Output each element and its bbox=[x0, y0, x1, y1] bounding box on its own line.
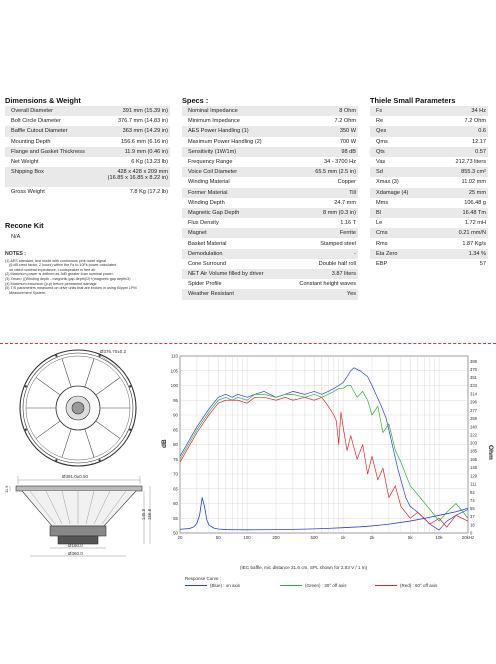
spec-label: Maximum Power Handling (2) bbox=[188, 138, 262, 145]
ts-param-value-text: 12.17 bbox=[472, 138, 486, 145]
ts-param-value bbox=[472, 139, 486, 145]
y-right-tick-label: 111 bbox=[470, 481, 477, 487]
y-right-tick-label: 222 bbox=[470, 432, 477, 438]
spec-row bbox=[182, 157, 358, 167]
spec-row bbox=[182, 228, 358, 238]
ts-param-value-text: 0.57 bbox=[475, 148, 486, 155]
spec-row bbox=[182, 289, 358, 299]
spec-value bbox=[341, 149, 356, 155]
ts-param-value-text: 57 bbox=[479, 260, 486, 267]
spec-value-text: Constant height waves bbox=[299, 281, 356, 288]
x-tick-label: 1k bbox=[340, 535, 346, 540]
legend-item bbox=[280, 583, 375, 588]
spec-value bbox=[335, 118, 356, 124]
ts-param-value-text: 1.87 Kg/s bbox=[462, 240, 486, 247]
spec-value-text: 1.16 T bbox=[340, 220, 356, 227]
spec-row bbox=[182, 177, 358, 187]
ts-param-label: Rms bbox=[376, 240, 388, 247]
spec-value bbox=[340, 230, 356, 236]
y-right-tick-label: 277 bbox=[470, 407, 477, 413]
spec-value bbox=[347, 291, 356, 297]
ts-param-row bbox=[370, 106, 488, 116]
ts-param-value bbox=[459, 230, 486, 236]
spec-label: NET Air Volume filled by driver bbox=[188, 271, 264, 278]
y-axis-right-label: Ohm bbox=[487, 445, 494, 460]
dimension-row bbox=[5, 116, 170, 126]
y-right-tick-label: 74 bbox=[470, 497, 475, 503]
spec-label: Frequency Range bbox=[188, 159, 233, 166]
bolt-hole bbox=[55, 355, 57, 357]
spec-value-text: 98 dB bbox=[341, 148, 356, 155]
spec-label: Voice Coil Diameter bbox=[188, 169, 238, 176]
ts-param-label: Xdamage (4) bbox=[376, 189, 409, 196]
y-tick-label: 80 bbox=[173, 442, 178, 447]
spec-row bbox=[182, 116, 358, 126]
dimension-row bbox=[5, 147, 170, 157]
basket-spoke bbox=[36, 421, 60, 439]
spec-label: Magnetic Gap Depth bbox=[188, 209, 240, 216]
ts-param-label: EBP bbox=[376, 260, 388, 267]
dimension-label: Gross Weight bbox=[11, 189, 45, 196]
y-right-tick-label: 0 bbox=[470, 530, 473, 536]
ts-param-value bbox=[465, 118, 486, 124]
dimension-value-text: 6 Kg (13.23 lb) bbox=[131, 159, 168, 166]
y-tick-label: 55 bbox=[173, 515, 178, 521]
y-tick-label: 70 bbox=[173, 471, 178, 477]
recone-table bbox=[5, 232, 170, 242]
bolt-hole bbox=[25, 429, 27, 431]
ts-param-label: Re bbox=[376, 118, 384, 125]
spec-value-text: Copper bbox=[337, 179, 356, 186]
ts-param-value bbox=[475, 149, 486, 155]
dimensions-table bbox=[5, 106, 170, 197]
ts-param-value bbox=[456, 159, 486, 165]
dimension-value-text: 391 mm (15.39 in) bbox=[122, 108, 168, 115]
bolt-hole bbox=[25, 385, 27, 387]
spec-value-text: 24.7 mm bbox=[334, 199, 356, 206]
spec-value bbox=[340, 139, 356, 145]
ts-param-label: Cms bbox=[376, 230, 388, 237]
spec-value-text: 34 - 3700 Hz bbox=[323, 159, 356, 166]
spec-label: Weather Resistant bbox=[188, 291, 234, 298]
y-right-tick-label: 185 bbox=[470, 448, 477, 454]
ts-param-row bbox=[370, 116, 488, 126]
spec-row bbox=[182, 167, 358, 177]
y-right-tick-label: 203 bbox=[470, 440, 477, 446]
chart-legend bbox=[185, 576, 485, 588]
spec-value bbox=[338, 179, 356, 185]
dimension-value-text: 428 x 428 x 209 mm bbox=[117, 168, 168, 175]
frequency-response-chart bbox=[160, 350, 496, 575]
spec-row bbox=[182, 137, 358, 147]
ts-param-row bbox=[370, 137, 488, 147]
ts-param-label: Eta Zero bbox=[376, 250, 398, 257]
overall-diameter-label: Ø391.0±0.50 bbox=[62, 474, 88, 479]
spec-value bbox=[299, 281, 356, 287]
dimension-value-text: 11.9 mm (0.46 in) bbox=[124, 148, 168, 155]
ts-param-value bbox=[469, 251, 486, 257]
basket-spoke bbox=[85, 429, 94, 458]
ts-param-label: Qes bbox=[376, 128, 387, 135]
ts-param-row bbox=[370, 208, 488, 218]
ts-param-row bbox=[370, 228, 488, 238]
ts-param-value-text: 0.21 mm/N bbox=[458, 230, 486, 237]
ts-param-value-text: 855.3 cm² bbox=[461, 169, 486, 176]
spec-value-text: 700 W bbox=[339, 138, 356, 145]
y-right-tick-label: 148 bbox=[470, 465, 477, 471]
ts-param-value-text: 0.6 bbox=[478, 128, 486, 135]
ts-param-label: Mms bbox=[376, 199, 389, 206]
basket-spoke bbox=[36, 377, 60, 395]
dimension-value bbox=[108, 169, 168, 181]
note-line: on rated nominal impedance, Loudspeaker in free air. bbox=[5, 267, 97, 272]
ts-param-label: Qts bbox=[376, 148, 385, 155]
spec-label: AES Power Handling (1) bbox=[188, 128, 249, 135]
y-tick-label: 85 bbox=[173, 427, 178, 433]
section-divider bbox=[0, 343, 496, 344]
dimension-label: Flange and Gasket Thickness bbox=[11, 148, 85, 155]
dimension-label: Shipping Box bbox=[11, 168, 44, 175]
dimension-row bbox=[5, 167, 170, 187]
dimension-value bbox=[121, 139, 168, 145]
legend-label: (Blue) : on axis bbox=[210, 583, 241, 588]
ts-param-value bbox=[462, 179, 486, 185]
spec-value bbox=[339, 108, 356, 114]
dimension-label: Net Weight bbox=[11, 159, 39, 166]
thiele-table bbox=[370, 106, 488, 269]
spec-row bbox=[182, 208, 358, 218]
spec-row bbox=[182, 198, 358, 208]
dimension-value bbox=[123, 108, 168, 114]
note-line: Measurement System. bbox=[5, 290, 46, 295]
ts-param-value-text: 106.48 g bbox=[464, 199, 486, 206]
notes-title: NOTES : bbox=[5, 251, 27, 257]
spec-row bbox=[182, 279, 358, 289]
y-right-tick-label: 370 bbox=[470, 366, 477, 372]
spec-row bbox=[182, 269, 358, 279]
dimension-value bbox=[125, 149, 168, 155]
ts-param-row bbox=[370, 238, 488, 248]
recone-row bbox=[5, 232, 170, 242]
ts-param-label: Qms bbox=[376, 138, 388, 145]
note-line: (2) Maximum power is defined as 3dB greater than nominal power. bbox=[5, 272, 114, 277]
dimension-label: Overall Diameter bbox=[11, 108, 53, 115]
spec-label: Cone Surround bbox=[188, 260, 226, 267]
spec-value-text: 3.87 liters bbox=[331, 271, 356, 278]
y-right-tick-label: 296 bbox=[470, 399, 477, 405]
basket-spoke bbox=[85, 359, 94, 388]
basket-spoke bbox=[96, 421, 120, 439]
dimension-row bbox=[5, 126, 170, 136]
ts-param-row bbox=[370, 126, 488, 136]
note-line: (4) Maximum excursion (p-p) before permanent damage bbox=[5, 281, 97, 286]
dimension-value bbox=[131, 159, 168, 165]
ts-param-row bbox=[370, 249, 488, 259]
spec-value-text: Ferrite bbox=[339, 230, 356, 237]
dimension-label: Mounting Depth bbox=[11, 138, 51, 145]
spec-value-text: 65.5 mm (2.5 in) bbox=[315, 169, 356, 176]
bolt-hole bbox=[129, 429, 131, 431]
ts-param-label: Fs bbox=[376, 108, 383, 115]
spec-row bbox=[182, 238, 358, 248]
spec-label: Basket Material bbox=[188, 240, 227, 247]
x-tick-label: 50 bbox=[215, 535, 221, 540]
legend-item bbox=[185, 583, 280, 588]
spec-value bbox=[320, 241, 356, 247]
dimension-label: Bolt Circle Diameter bbox=[11, 118, 61, 125]
ts-param-value bbox=[480, 261, 486, 267]
y-right-tick-label: 18 bbox=[470, 522, 475, 528]
y-tick-label: 95 bbox=[173, 397, 178, 403]
ts-param-value bbox=[461, 169, 486, 175]
y-right-tick-label: 351 bbox=[470, 375, 477, 381]
spec-row bbox=[182, 218, 358, 228]
spec-value bbox=[340, 220, 356, 226]
dimensions-title: Dimensions & Weight bbox=[5, 96, 81, 105]
ts-param-value bbox=[471, 108, 486, 114]
spec-value-text: 7.2 Ohm bbox=[334, 118, 356, 125]
ts-param-row bbox=[370, 198, 488, 208]
y-right-tick-label: 92 bbox=[470, 489, 475, 495]
spec-value-text: Double half roll bbox=[318, 260, 356, 267]
ts-param-value-text: 1.72 mH bbox=[464, 220, 486, 227]
dimension-value-text: 376.7 mm (14.83 in) bbox=[117, 118, 168, 125]
ts-param-value bbox=[462, 241, 486, 247]
spec-row bbox=[182, 249, 358, 259]
bolt-hole bbox=[55, 459, 57, 461]
ts-param-row bbox=[370, 167, 488, 177]
ts-param-value bbox=[465, 220, 486, 226]
dimension-value-text: 7.8 Kg (17.2 lb) bbox=[129, 189, 168, 196]
ts-param-label: Vas bbox=[376, 159, 386, 166]
dimension-row bbox=[5, 106, 170, 116]
basket-spoke bbox=[62, 429, 71, 458]
y-right-tick-label: 314 bbox=[470, 391, 477, 397]
ts-param-value-text: 11.02 mm bbox=[461, 179, 486, 186]
y-tick-label: 75 bbox=[173, 456, 178, 462]
spec-value bbox=[340, 128, 356, 134]
spec-value bbox=[332, 271, 356, 277]
y-axis-label: dB bbox=[161, 439, 168, 448]
spec-row bbox=[182, 188, 358, 198]
ts-param-value bbox=[469, 190, 486, 196]
magnet-a-label: Ø180.0 bbox=[68, 543, 83, 548]
spec-value bbox=[323, 210, 356, 216]
depth-inner-label: 145.5 bbox=[141, 508, 146, 520]
spec-label: Former Material bbox=[188, 189, 228, 196]
spec-row bbox=[182, 259, 358, 269]
ts-param-row bbox=[370, 177, 488, 187]
x-tick-label: 2k bbox=[369, 535, 375, 540]
y-right-tick-label: 129 bbox=[470, 473, 477, 479]
ts-param-value-text: 7.2 Ohm bbox=[464, 118, 486, 125]
spec-row bbox=[182, 106, 358, 116]
bolt-circle-label: Ø376.70±0.2 bbox=[100, 349, 126, 354]
ts-param-label: Xmax (3) bbox=[376, 179, 399, 186]
spec-label: Winding Material bbox=[188, 179, 230, 186]
legend-label: (Green) : 30° off axis bbox=[305, 583, 347, 588]
spec-value-text: 8 mm (0.3 in) bbox=[323, 209, 356, 216]
bolt-hole bbox=[99, 459, 101, 461]
y-tick-label: 65 bbox=[173, 486, 178, 492]
y-right-tick-label: 240 bbox=[470, 424, 477, 430]
spec-row bbox=[182, 147, 358, 157]
ts-param-value-text: 34 Hz bbox=[471, 108, 486, 115]
spec-value-text: Till bbox=[349, 189, 356, 196]
dimension-value-text: 363 mm (14.29 in) bbox=[122, 128, 168, 135]
y-right-tick-label: 259 bbox=[470, 415, 477, 421]
ts-param-value-text: 1.34 % bbox=[468, 250, 486, 257]
ts-param-value-text: 212.73 liters bbox=[455, 159, 486, 166]
speaker-drawing bbox=[0, 348, 158, 568]
magnet-b-label: Ø360.0 bbox=[68, 551, 83, 556]
specs-table bbox=[182, 106, 358, 300]
specs-title: Specs : bbox=[182, 96, 209, 105]
spec-label: Demodulation bbox=[188, 250, 223, 257]
dimension-value bbox=[130, 189, 168, 195]
ts-param-label: Le bbox=[376, 220, 383, 227]
spec-value bbox=[354, 251, 356, 257]
legend-item bbox=[375, 583, 470, 588]
note-line: (5) T/S parameters measured on drive units that are broken in using Klippel LPM bbox=[5, 286, 137, 291]
ts-param-label: Sd bbox=[376, 169, 383, 176]
y-tick-label: 100 bbox=[170, 383, 178, 388]
ts-param-row bbox=[370, 259, 488, 269]
bolt-hole bbox=[129, 385, 131, 387]
basket-spoke bbox=[96, 377, 120, 395]
y-tick-label: 60 bbox=[173, 501, 178, 506]
legend-swatch bbox=[280, 585, 302, 586]
depth-label: 156.6 bbox=[147, 508, 152, 520]
front-view bbox=[20, 350, 136, 466]
x-tick-label: 5k bbox=[407, 535, 413, 540]
y-tick-label: 50 bbox=[173, 530, 178, 536]
note-line: (6 dB crest factor, 2 hours) within the Fs to 10Fs power calculated bbox=[5, 263, 117, 268]
legend-row bbox=[185, 583, 485, 588]
y-tick-label: 105 bbox=[170, 368, 178, 374]
spec-value-text: - bbox=[354, 250, 356, 257]
y-right-tick-label: 166 bbox=[470, 457, 477, 463]
y-right-tick-label: 37 bbox=[470, 514, 475, 520]
basket-spoke bbox=[62, 359, 71, 388]
spec-value bbox=[349, 190, 356, 196]
note-line: (3) Xmax= ((Winding depth - magnetic gap depth)/2)+(magnetic gap depth/3) bbox=[5, 276, 131, 281]
ts-param-row bbox=[370, 188, 488, 198]
ts-param-value bbox=[464, 200, 486, 206]
ts-param-value bbox=[462, 210, 486, 216]
ts-param-label: Bl bbox=[376, 209, 381, 216]
legend-swatch bbox=[375, 585, 397, 586]
x-tick-label: 10k bbox=[435, 535, 443, 540]
spec-value bbox=[324, 159, 356, 165]
y-right-tick-label: 388 bbox=[470, 358, 477, 364]
x-tick-label: 20kHz bbox=[461, 535, 475, 540]
dimension-value-text: 156.6 mm (6.16 in) bbox=[121, 138, 168, 145]
y-tick-label: 110 bbox=[171, 353, 178, 359]
x-tick-label: 100 bbox=[243, 535, 251, 540]
ts-param-value-text: 25 mm bbox=[468, 189, 486, 196]
flange-label: 11.9 bbox=[4, 485, 9, 493]
spec-value bbox=[315, 169, 356, 175]
spec-label: Nominal Impedance bbox=[188, 108, 238, 115]
legend-swatch bbox=[185, 585, 207, 586]
spec-label: Magnet bbox=[188, 230, 207, 237]
chart-caption: (IEC baffle, mic distance 31.6 cm, SPL shown for 2.83 V / 1 m) bbox=[240, 565, 368, 570]
spec-label: Minimum Impedance bbox=[188, 118, 240, 125]
dimension-value bbox=[123, 128, 168, 134]
spec-value bbox=[319, 261, 356, 267]
ts-param-row bbox=[370, 218, 488, 228]
spec-label: Spider Profile bbox=[188, 281, 222, 288]
y-right-tick-label: 55 bbox=[470, 506, 475, 512]
dimension-row bbox=[5, 187, 170, 197]
x-tick-label: 500 bbox=[310, 535, 318, 540]
spec-value bbox=[334, 200, 356, 206]
notes-block bbox=[5, 252, 173, 295]
notes-lines bbox=[5, 259, 173, 296]
legend-title: Response Curve : bbox=[185, 576, 222, 581]
x-tick-label: 200 bbox=[272, 535, 280, 540]
spec-label: Flux Density bbox=[188, 220, 219, 227]
dimension-row bbox=[5, 157, 170, 167]
y-right-tick-label: 333 bbox=[470, 383, 477, 389]
spec-label: Winding Depth bbox=[188, 199, 225, 206]
spec-value-text: 350 W bbox=[339, 128, 356, 135]
dimension-value bbox=[118, 118, 168, 124]
spec-value-text: Stamped steel bbox=[320, 240, 356, 247]
spec-label: Sensitivity (1W/1m) bbox=[188, 148, 237, 155]
dimension-row bbox=[5, 137, 170, 147]
dimension-value-secondary: (16.85 x 16.85 x 8.22 in) bbox=[107, 174, 168, 181]
recone-value: N/A bbox=[11, 234, 21, 241]
spec-row bbox=[182, 126, 358, 136]
ts-param-value bbox=[478, 128, 486, 134]
dimension-label: Baffle Cutout Diameter bbox=[11, 128, 68, 135]
thiele-title: Thiele Small Parameters bbox=[370, 96, 456, 105]
ts-param-row bbox=[370, 147, 488, 157]
note-line: (1) AES standard, test mode with continuous pink noise signal bbox=[5, 258, 107, 263]
y-tick-label: 90 bbox=[173, 412, 178, 418]
spec-value-text: Yes bbox=[346, 291, 356, 298]
legend-label: (Red) : 60° off axis bbox=[400, 583, 438, 588]
spec-value-text: 8 Ohm bbox=[339, 108, 356, 115]
recone-title: Recone Kit bbox=[5, 221, 44, 230]
x-tick-label: 20 bbox=[177, 535, 183, 540]
ts-param-row bbox=[370, 157, 488, 167]
ts-param-value-text: 16.48 Tm bbox=[462, 209, 486, 216]
